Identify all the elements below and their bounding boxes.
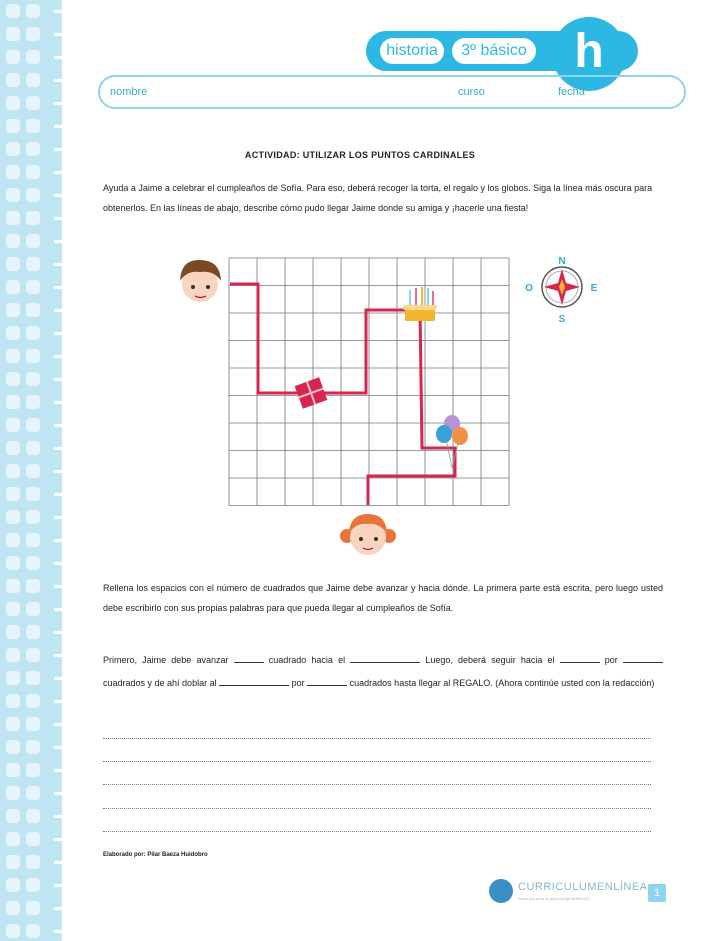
fill-text-5: cuadrados y de ahí doblar al	[103, 678, 217, 688]
grade-tag: 3º básico	[452, 38, 536, 64]
writing-line[interactable]	[103, 761, 651, 762]
girl-face-icon	[340, 514, 396, 555]
compass-north-label: N	[558, 256, 566, 267]
brand-subtitle: Recursos para el aprendizaje MINEDUC	[518, 896, 590, 901]
fill-text-1: Primero, Jaime debe avanzar	[103, 655, 229, 665]
brand-name: CURRICULUMENLÍNEA	[518, 881, 648, 893]
fill-text-3: Luego, deberá seguir hacia el	[425, 655, 555, 665]
curso-label: curso	[458, 86, 485, 98]
fill-text-7: cuadrados hasta llegar al REGALO. (Ahora continúe usted con la redacción)	[349, 678, 655, 688]
instructions-text: Rellena los espacios con el número de cuadrados que Jaime debe avanzar y hacia dónde. La primera parte está escrita, pero luego usted debe escribirlo con sus propias palabras para que pueda llegar al cumpleaños de Sofía.	[103, 583, 663, 613]
blank-6[interactable]	[307, 679, 347, 686]
blank-4[interactable]	[623, 656, 663, 663]
author-credit: Elaborado por: Pilar Baeza Huidobro	[103, 852, 208, 858]
blank-1[interactable]	[234, 656, 264, 663]
activity-title: ACTIVIDAD: UTILIZAR LOS PUNTOS CARDINALES	[244, 150, 476, 160]
fill-in-paragraph	[103, 649, 663, 695]
fecha-label: fecha	[558, 86, 585, 98]
nombre-label: nombre	[110, 86, 148, 98]
gift-icon	[295, 377, 328, 408]
intro-text: Ayuda a Jaime a celebrar el cumpleaños de Sofía. Para eso, deberá recoger la torta, el regalo y los globos. Siga la línea más oscura para obtenerlos. En las líneas de abajo, describe cómo pudo llegar Jaime donde su amiga y ¡hacerle una fiesta!	[103, 183, 653, 213]
writing-line[interactable]	[103, 831, 651, 832]
compass-south-label: S	[558, 314, 566, 325]
fill-text-4: por	[604, 655, 618, 665]
cake-icon	[403, 287, 437, 321]
subject-tag: historia	[380, 38, 444, 64]
fill-text-2: cuadrado hacia el	[268, 655, 346, 665]
compass-rose-icon	[542, 267, 582, 307]
writing-line[interactable]	[103, 738, 651, 739]
blank-5[interactable]	[219, 679, 289, 686]
writing-line[interactable]	[103, 808, 651, 809]
compass-west-label: O	[525, 283, 533, 294]
blank-3[interactable]	[560, 656, 600, 663]
blank-2[interactable]	[350, 656, 420, 663]
writing-line[interactable]	[103, 784, 651, 785]
grid	[229, 258, 509, 506]
page-number: 1	[648, 884, 666, 902]
curriculum-logo-icon	[489, 879, 513, 903]
compass-east-label: E	[590, 283, 598, 294]
boy-face-icon	[180, 260, 221, 302]
logo-h: h	[552, 17, 626, 91]
fill-text-6: por	[291, 678, 305, 688]
